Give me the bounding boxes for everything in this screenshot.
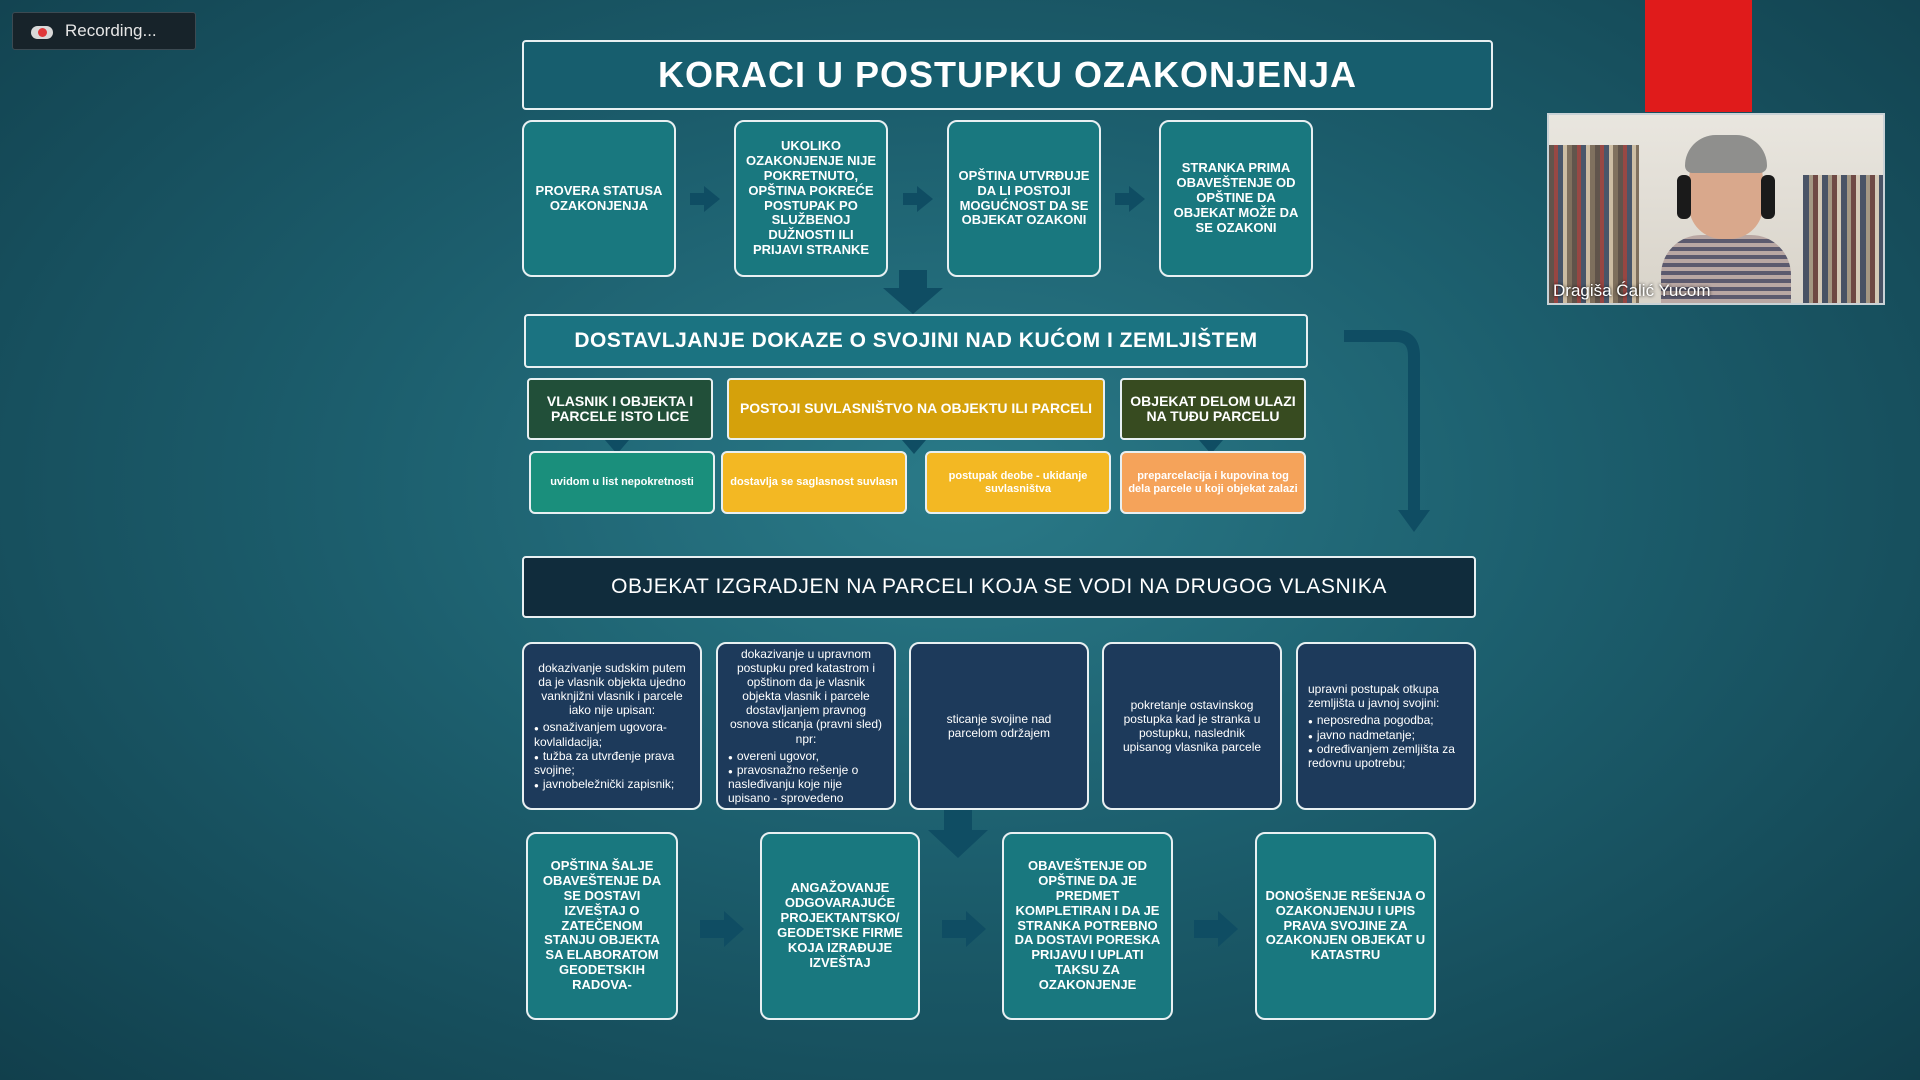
evidence-reparcelling: preparcelacija i kupovina tog dela parcele u koji objekat zalazi [1120,451,1306,514]
option-court-proof [522,642,702,810]
arrow-right-icon [903,186,933,212]
evidence-land-registry: uvidom u list nepokretnosti [529,451,715,514]
option-bullet: ● javno nadmetanje; [1308,728,1464,742]
option-intro: dokazivanje sudskim putem da je vlasnik objekta ujedno vanknjižni vlasnik i parcele iako nije upisan: [538,660,686,718]
option-bullet: ● određivanjem zemljišta za redovnu upotrebu; [1308,742,1464,770]
option-bullet: ● overeni ugovor, [728,749,884,763]
participant-name: Dragiša Ćalić Yucom [1553,281,1711,300]
evidence-division: postupak deobe - ukidanje suvlasništva [925,451,1111,514]
option-administrative-proof [716,642,896,810]
slide-title: KORACI U POSTUPKU OZAKONJENJA [522,40,1493,110]
curved-arrow-down-icon [1340,326,1440,536]
option-intro: upravni postupak otkupa zemljišta u javnoj svojini: [1308,682,1440,711]
red-bar [1645,0,1752,112]
option-adverse-possession: sticanje svojine nad parcelom održajem [909,642,1089,810]
participant-video-tile[interactable] [1547,113,1885,305]
option-bullet: ● javnobeležnički zapisnik; [534,777,690,791]
option-inheritance: pokretanje ostavinskog postupka kad je stranka u postupku, naslednik upisanog vlasnika parcele [1102,642,1282,810]
evidence-consent: dostavlja se saglasnost suvlasn [721,451,907,514]
step-check-status: PROVERA STATUSA OZAKONJENJA [522,120,676,277]
recording-cloud-icon [29,22,55,40]
arrow-right-icon [942,911,986,947]
step-engage-firm: ANGAŽOVANJE ODGOVARAJUĆE PROJEKTANTSKO/ GEODETSKE FIRME KOJA IZRAĐUJE IZVEŠTAJ [760,832,920,1020]
step-initiate-procedure: UKOLIKO OZAKONJENJE NIJE POKRETNUTO, OPŠTINA POKREĆE POSTUPAK PO SLUŽBENOJ DUŽNOSTI ILI PRIJAVI STRANKE [734,120,888,277]
option-bullet: ● pravosnažno rešenje o nasleđivanju koje nije upisano - sprovedeno [728,763,884,805]
recording-indicator[interactable] [12,12,196,50]
ownership-evidence-banner: DOSTAVLJANJE DOKAZE O SVOJINI NAD KUĆOM I ZEMLJIŠTEM [524,314,1308,368]
participant-avatar [1661,135,1791,305]
arrow-right-icon [690,186,720,212]
arrow-right-icon [1194,911,1238,947]
other-owner-banner: OBJEKAT IZGRADJEN NA PARCELI KOJA SE VODI NA DRUGOG VLASNIKA [522,556,1476,618]
step-municipality-determines: OPŠTINA UTVRĐUJE DA LI POSTOJI MOGUĆNOST DA SE OBJEKAT OZAKONI [947,120,1101,277]
category-co-ownership: POSTOJI SUVLASNIŠTVO NA OBJEKTU ILI PARCELI [727,378,1105,440]
arrow-right-icon [700,911,744,947]
option-public-land-purchase [1296,642,1476,810]
step-decision-registration: DONOŠENJE REŠENJA O OZAKONJENJU I UPIS PRAVA SVOJINE ZA OZAKONJEN OBJEKAT U KATASTRU [1255,832,1436,1020]
step-send-notice: OPŠTINA ŠALJE OBAVEŠTENJE DA SE DOSTAVI IZVEŠTAJ O ZATEČENOM STANJU OBJEKTA SA ELABORATOM GEODETSKIH RADOVA- [526,832,678,1020]
category-same-owner: VLASNIK I OBJEKTA I PARCELE ISTO LICE [527,378,713,440]
arrow-down-icon [883,270,943,316]
arrow-down-icon [928,810,988,860]
category-other-parcel: OBJEKAT DELOM ULAZI NA TUĐU PARCELU [1120,378,1306,440]
step-party-notified: STRANKA PRIMA OBAVEŠTENJE OD OPŠTINE DA OBJEKAT MOŽE DA SE OZAKONI [1159,120,1313,277]
option-bullet: ● osnaživanjem ugovora- kovlalidacija; [534,720,690,748]
option-bullet: ● neposredna pogodba; [1308,713,1464,727]
step-file-complete: OBAVEŠTENJE OD OPŠTINE DA JE PREDMET KOMPLETIRAN I DA JE STRANKA POTREBNO DA DOSTAVI PORESKA PRIJAVU I UPLATI TAKSU ZA OZAKONJENJE [1002,832,1173,1020]
option-bullet: ● tužba za utvrđenje prava svojine; [534,749,690,777]
arrow-right-icon [1115,186,1145,212]
option-intro: dokazivanje u upravnom postupku pred katastrom i opštinom da je vlasnik objekta vlasnik i parcele dostavljanjem pravnog osnova sticanja (pravni sled) npr: [729,646,883,746]
bookshelf-right [1803,175,1883,305]
recording-label: Recording... [65,21,157,40]
